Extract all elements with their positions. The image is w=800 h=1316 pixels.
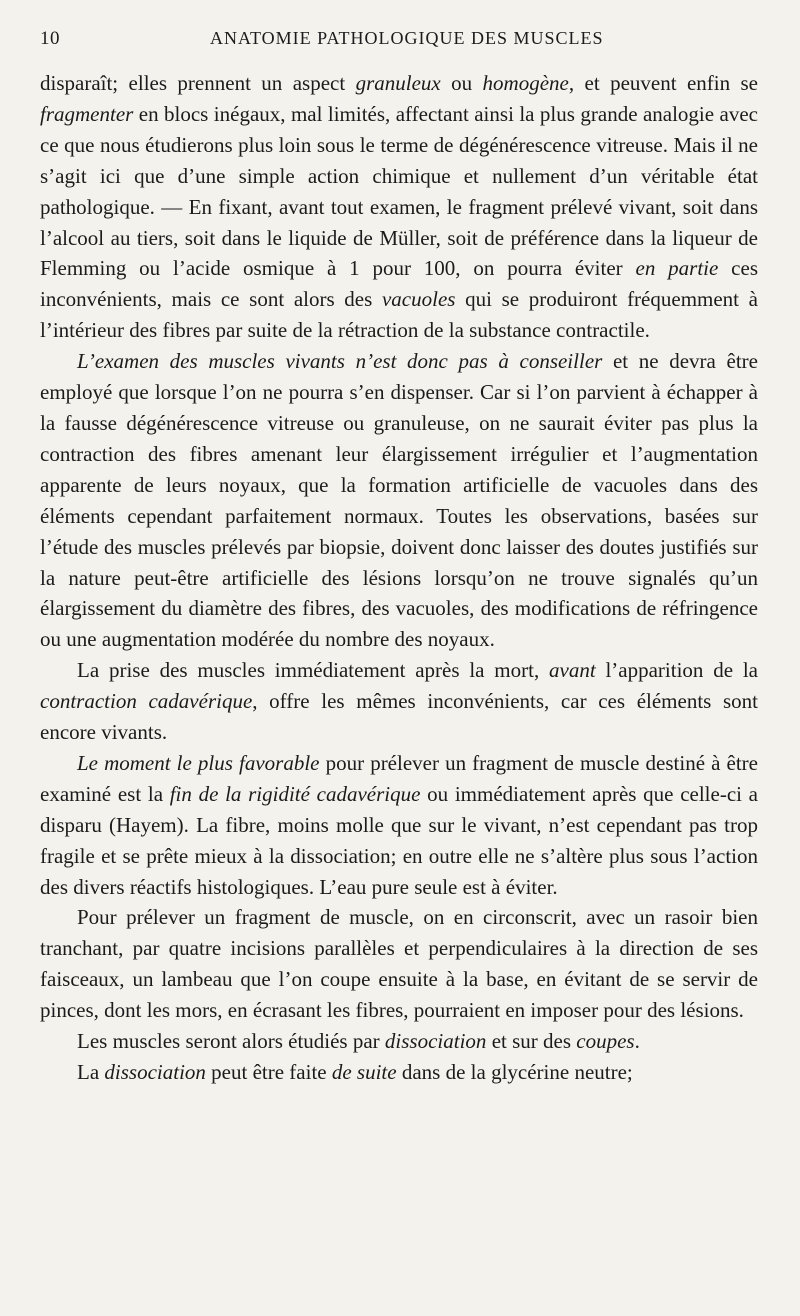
paragraph [40, 748, 758, 903]
italic-text: homogène [482, 71, 569, 95]
italic-text: L’examen des muscles vivants n’est donc pas à conseiller [77, 349, 603, 374]
paragraph [40, 68, 758, 346]
italic-text: Le moment le plus favorable [77, 750, 320, 775]
running-title: ANATOMIE PATHOLOGIQUE DES MUSCLES [210, 28, 604, 48]
text-run: l’apparition de la [595, 658, 758, 683]
italic-text: avant [549, 658, 596, 683]
text-run: qui se produiront fréquemment à l’intérieur des fibres par suite de la rétraction de la substance contractile. [40, 287, 758, 343]
text-run: et sur des [486, 1029, 577, 1054]
text-run: et ne devra être employé que lorsque l’on ne pourra s’en dispenser. Car si l’on parvient à échapper à la fausse dégénérescence vitreuse ou granuleuse, on ne saurait éviter pas plus la contraction des fibres amenant leur élargissement irrégulier et l’augmentation apparente de leurs noyaux, que la formation artificielle de vacuoles dans des éléments cependant parfaitement normaux. Toutes les observations, basées sur l’étude des muscles prélevés par biopsie, doivent donc laisser des doutes justifiés sur la nature peut-être artificielle des lésions lorsqu’on ne trouve signalés qu’un élargissement du diamètre des fibres, des vacuoles, des modifications de réfringence ou une augmentation modérée du nombre des noyaux. [40, 349, 758, 652]
paragraph [40, 1026, 758, 1057]
italic-text: fragmenter [40, 101, 134, 126]
text-run: Pour prélever un fragment de muscle, on en circonscrit, avec un rasoir bien tranchant, par quatre incisions parallèles et perpendiculaires à la direction de ses faisceaux, un lambeau que l’on coupe ensuite à la base, en évitant de se servir de pinces, dont les mors, en écrasant les fibres, pourraient en imposer pour des lésions. [40, 905, 758, 1023]
italic-text: en partie [635, 256, 719, 281]
paragraph [40, 902, 758, 1026]
italic-text: coupes [576, 1029, 635, 1054]
body-text [40, 68, 758, 1088]
text-run: peut être faite [205, 1060, 332, 1084]
italic-text: contraction cadavérique [40, 689, 253, 714]
text-run: La [77, 1060, 105, 1084]
italic-text: dissociation [384, 1029, 487, 1054]
text-run: dans de la glycérine neutre; [396, 1060, 633, 1084]
italic-text: vacuoles [381, 287, 456, 312]
text-run: , offre les mêmes inconvénients, car ces éléments sont encore vivants. [40, 689, 758, 745]
text-run: disparaît; elles prennent un aspect [40, 71, 356, 95]
text-run: ou immédiatement après que celle-ci a disparu (Hayem). La fibre, moins molle que sur le vivant, n’est cependant pas trop fragile et se prête mieux à la dissociation; en outre elle ne s’altère plus sous l’action des divers réactifs histologiques. L’eau pure seule est à éviter. [40, 781, 758, 899]
text-run: pour prélever un fragment de muscle destiné à être examiné est la [40, 750, 758, 806]
italic-text: dissociation [104, 1060, 206, 1084]
text-run: Les muscles seront alors étudiés par [77, 1029, 385, 1054]
text-run: ou [440, 71, 483, 95]
italic-text: de suite [331, 1060, 397, 1084]
paragraph [40, 346, 758, 655]
text-run: ces inconvénients, mais ce sont alors des [40, 256, 758, 312]
paragraph [40, 655, 758, 748]
text-run: . [634, 1029, 640, 1054]
text-run: La prise des muscles immédiatement après la mort, [77, 658, 549, 683]
paragraph [40, 1057, 758, 1088]
italic-text: granuleux [355, 71, 441, 95]
page-header [40, 28, 758, 68]
page-number: 10 [40, 28, 60, 49]
text-run: en blocs inégaux, mal limités, affectant ainsi la plus grande analogie avec ce que nous étudierons plus loin sous le terme de dégénérescence vitreuse. Mais il ne s’agit ici que d’une simple action chimique et nullement d’un véritable état pathologique. — En fixant, avant tout examen, le fragment prélevé vivant, soit dans l’alcool au tiers, soit dans le liquide de Müller, soit de préférence dans la liqueur de Flemming ou l’acide osmique à 1 pour 100, on pourra éviter [40, 101, 758, 281]
text-run: , et peuvent enfin se [568, 71, 758, 95]
italic-text: fin de la rigidité cadavérique [169, 781, 421, 806]
